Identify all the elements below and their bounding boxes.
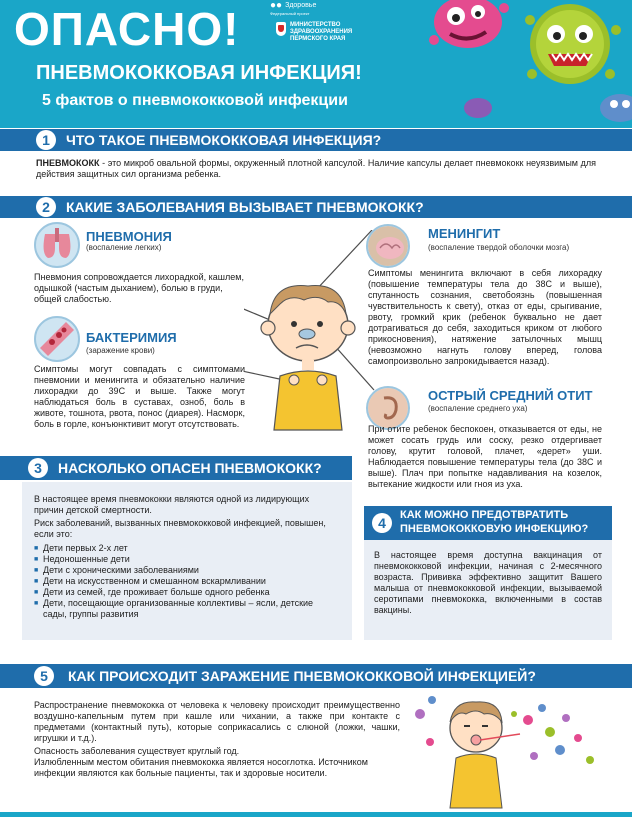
list-item: ■ Дети с хроническими заболеваниями: [34, 565, 334, 576]
section-5-paragraph-3: Излюбленным местом обитания пневмококка является носоглотка. Источником инфекции являются как больные пациенты, так и здоровые носители.: [34, 757, 368, 778]
health-logo-text: Здоровье: [285, 2, 317, 9]
section-4-title-line1: КАК МОЖНО ПРЕДОТВРАТИТЬ: [400, 509, 569, 521]
ministry-logo: [290, 22, 352, 43]
ministry-line-1: МИНИСТЕРСТВО: [290, 22, 341, 28]
section-1-title: ЧТО ТАКОЕ ПНЕВМОКОККОВАЯ ИНФЕКЦИЯ?: [66, 132, 382, 148]
brain-icon: [366, 224, 410, 268]
meningitis-title: МЕНИНГИТ: [428, 226, 501, 241]
pneumonia-text: Пневмония сопровождается лихорадкой, кашлем, одышкой (частым дыханием), болью в груди, общей слабостью.: [34, 272, 244, 304]
section-2-bar: [0, 196, 632, 218]
footer-strip: [0, 812, 632, 817]
section-5-paragraph-2: Опасность заболевания существует круглый год.: [34, 746, 240, 756]
section-5-title: КАК ПРОИСХОДИТ ЗАРАЖЕНИЕ ПНЕВМОКОККОВОЙ ИНФЕКЦИЕЙ?: [68, 668, 536, 684]
section-1-body: - это микроб овальной формы, окруженный плотной капсулой. Наличие капсулы делает пневмококк неуязвимым для действия защитных сил организма ребенка.: [36, 158, 596, 179]
lungs-icon: [34, 222, 80, 268]
ministry-line-3: ПЕРМСКОГО КРАЯ: [290, 36, 346, 42]
bacteremia-subtitle: (заражение крови): [86, 346, 155, 355]
otitis-subtitle: (воспаление среднего уха): [428, 404, 528, 413]
blood-vessel-icon: [34, 316, 80, 362]
meningitis-text: Симптомы менингита включают в себя лихорадку (повышение температуры тела до 38С и выше), спутанность сознания, светобоязнь (повышенная чувствительность к свету), отказ от еды, срыгивание, рвоту, громкий крик (ребенок буквально не дает дотрагиваться до себя, заходиться криком от любого прикосновения), натяжение затылочных мышц (невозможно нагнуть голову вперед, голова самопроизвольно запрокидывается назад).: [368, 268, 602, 366]
health-logo-icon: ●●: [270, 0, 283, 11]
list-item: ■ Недоношенные дети: [34, 554, 334, 565]
section-1-text: [36, 158, 596, 180]
list-item: ■ Дети на искусственном и смешанном вскармливании: [34, 576, 334, 587]
section-3-risk: Риск заболеваний, вызванных пневмококковой инфекцией, повышен, если это:: [34, 518, 326, 539]
blue-microbe-icon: [600, 94, 632, 122]
page-tagline: 5 фактов о пневмококковой инфекции: [42, 92, 348, 109]
section-4-title-line2: ПНЕВМОКОККОВУЮ ИНФЕКЦИЮ?: [400, 523, 589, 535]
ministry-line-2: ЗДРАВООХРАНЕНИЯ: [290, 29, 353, 35]
section-2-title: КАКИЕ ЗАБОЛЕВАНИЯ ВЫЗЫВАЕТ ПНЕВМОКОКК?: [66, 199, 424, 215]
otitis-text: При отите ребенок беспокоен, отказывается от еды, не может сосать грудь или соску, резко отдергивает голову, крутит головой, плачет, «дерет» уши. Наблюдается повышение температуры тела (до 38С и выше). Плач при попытке надавливания на козелок, вытекание жидкости или гноя из уха.: [368, 424, 602, 489]
bacteremia-title: БАКТЕРИМИЯ: [86, 330, 177, 345]
pneumonia-title: ПНЕВМОНИЯ: [86, 229, 172, 244]
pointer-line-bacteremia: [244, 350, 284, 380]
purple-microbe-icon: [464, 98, 492, 118]
health-logo-sub: Федеральный проект: [270, 11, 310, 16]
section-3-bar: [0, 456, 352, 480]
risk-list: [34, 543, 334, 620]
section-2-number: 2: [36, 197, 56, 217]
page-subtitle: ПНЕВМОКОККОВАЯ ИНФЕКЦИЯ!: [36, 62, 362, 84]
section-3-number: 3: [28, 458, 48, 478]
otitis-title: ОСТРЫЙ СРЕДНИЙ ОТИТ: [428, 388, 593, 403]
list-item: ■ Дети из семей, где проживает больше одного ребенка: [34, 587, 334, 598]
pink-microbe-icon: [429, 0, 509, 48]
section-5-number: 5: [34, 666, 54, 686]
section-4-number: 4: [372, 513, 392, 533]
green-microbe-icon: [525, 4, 621, 84]
crest-icon: [276, 22, 286, 36]
section-5-paragraph-1: Распространение пневмококка от человека к человеку происходит преимущественно воздушно-капельным путем при кашле или чихании, а также при контакте с предметами (контактный путь), которые соприкасались с слюной (ложки, чашки, игрушки и т.д.).: [34, 700, 400, 743]
section-3-intro: В настоящее время пневмококки являются одной из лидирующих причин детской смертности.: [34, 494, 310, 515]
health-logo: [270, 2, 316, 18]
section-5-bar: [0, 664, 632, 688]
section-4-bar: [364, 506, 612, 540]
list-item: ■ Дети первых 2-х лет: [34, 543, 334, 554]
meningitis-subtitle: (воспаление твердой оболочки мозга): [428, 243, 570, 252]
list-item: ■ Дети, посещающие организованные коллективы – ясли, детские сады, группы развития: [34, 598, 334, 620]
section-1-bar: [0, 129, 632, 151]
microbe-illustration: [420, 0, 632, 128]
section-3-title: НАСКОЛЬКО ОПАСЕН ПНЕВМОКОКК?: [58, 460, 322, 476]
section-4-text: В настоящее время доступна вакцинация от пневмококковой инфекции, начиная с 2-месячного возраста. Прививка эффективно защитит Вашего малыша от пневмококковой инфекции, вызываемой серотипами пневмококка, включенными в состав вакцины.: [374, 550, 602, 615]
child-shirt-icon: [274, 371, 342, 430]
pneumonia-subtitle: (воспаление легких): [86, 243, 162, 252]
bacteremia-text: Симптомы могут совпадать с симптомами пневмонии и менингита и обязательно наличие лихорадки до 39С и выше. Также могут наблюдаться боль в суставах, озноб, боль в животе, тошнота, рвота, понос (диарея). Насморк, боль в горле, конъюнктивит могут отсутствовать.: [34, 364, 245, 429]
header-banner: [0, 0, 632, 128]
page-title: ОПАСНО!: [14, 3, 240, 55]
section-1-term: ПНЕВМОКОКК: [36, 158, 100, 168]
section-1-number: 1: [36, 130, 56, 150]
sneezing-child-illustration: [410, 690, 610, 815]
